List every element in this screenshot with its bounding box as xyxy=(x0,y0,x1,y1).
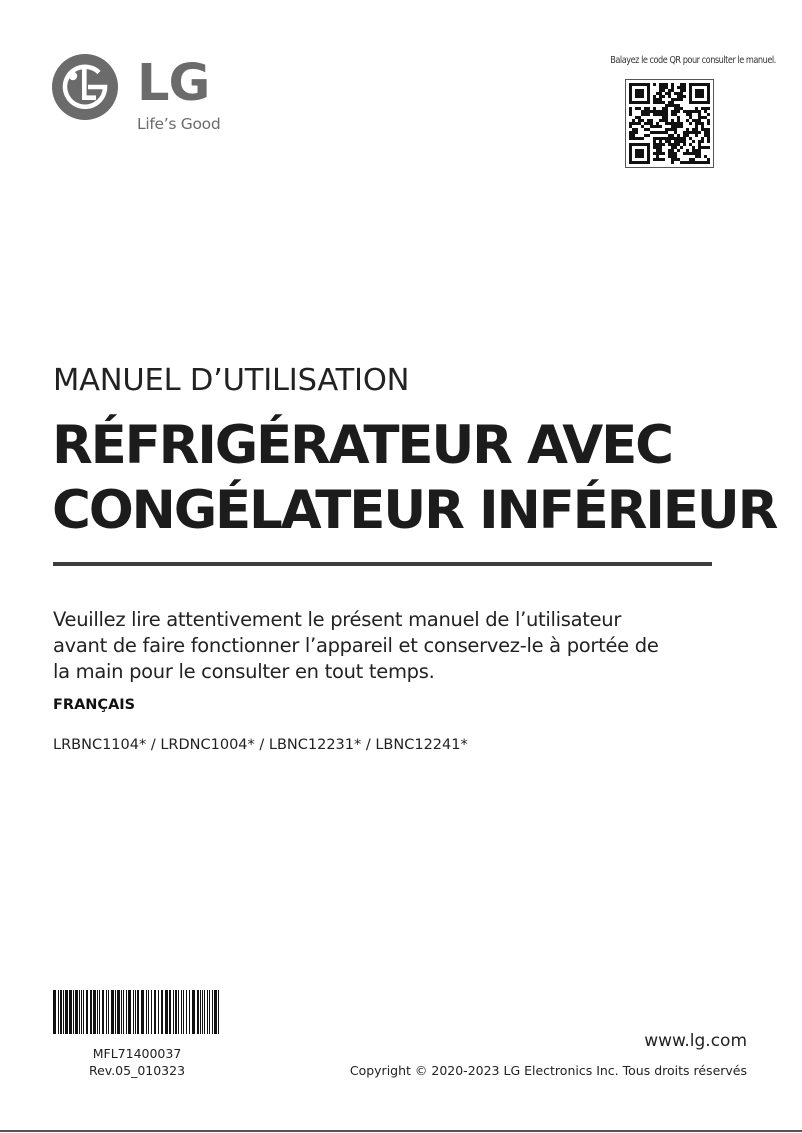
intro-line: avant de faire fonctionner l’appareil et conservez-le à portée de xyxy=(53,634,659,657)
intro-line: la main pour le consulter en tout temps. xyxy=(53,660,435,683)
manual-type: MANUEL D’UTILISATION xyxy=(53,363,410,398)
title-line-2: CONGÉLATEUR INFÉRIEUR xyxy=(52,480,777,541)
brand-wordmark: LG xyxy=(137,54,210,113)
website-link[interactable]: www.lg.com xyxy=(644,1031,747,1051)
qr-code[interactable] xyxy=(625,79,714,168)
copyright-notice: Copyright © 2020-2023 LG Electronics Inc. Tous droits réservés xyxy=(349,1063,747,1078)
title-line-1: RÉFRIGÉRATEUR AVEC xyxy=(52,415,672,476)
qr-caption: Balayez le code QR pour consulter le manuel. xyxy=(610,55,776,66)
model-numbers: LRBNC1104* / LRDNC1004* / LBNC12231* / LBNC12241* xyxy=(53,737,468,753)
lg-face-logo-icon xyxy=(52,54,118,120)
page-bottom-rule xyxy=(0,1130,802,1132)
revision-number: Rev.05_010323 xyxy=(88,1063,186,1078)
part-number: MFL71400037 xyxy=(92,1046,182,1061)
title-divider xyxy=(53,562,712,566)
intro-line: Veuillez lire attentivement le présent manuel de l’utilisateur xyxy=(53,608,622,631)
qr-code-icon xyxy=(629,83,710,164)
barcode-icon xyxy=(53,990,221,1034)
language-label: FRANÇAIS xyxy=(53,697,136,713)
intro-paragraph xyxy=(53,607,753,685)
brand-slogan: Life’s Good xyxy=(137,115,221,133)
